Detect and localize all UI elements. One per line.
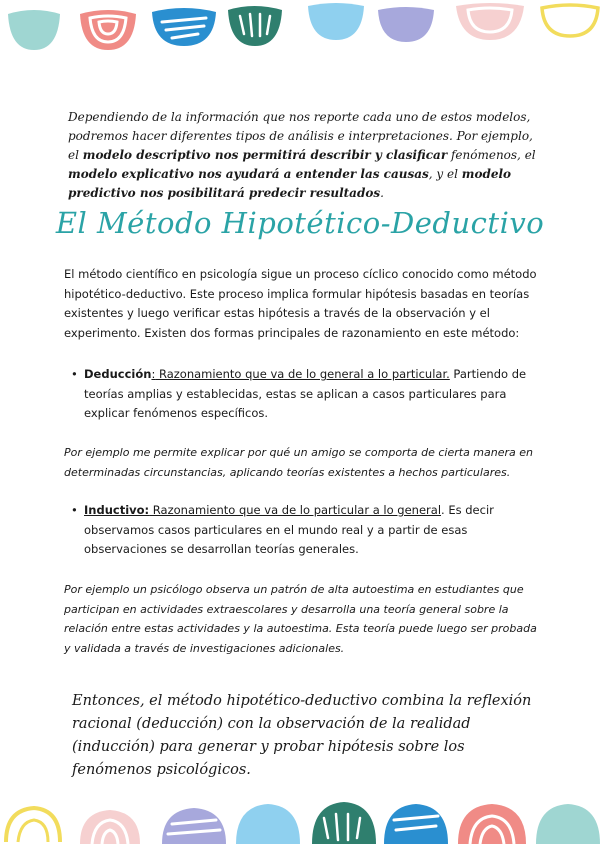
deco-shape-pink-spiral <box>456 3 524 40</box>
bullet-definition-deduccion: Razonamiento que va de lo general a lo particular. <box>155 367 450 381</box>
example-inductivo: Por ejemplo un psicólogo observa un patrón de alta autoestima en estudiantes que participan en actividades extraescolares y desarrolla una teoría general sobre la relación entre estas actividades y la autoestima. Esta teoría puede luego ser probada y validada a través de investigaciones adicionales. <box>64 583 537 655</box>
top-decorative-border <box>0 0 600 60</box>
deco-shape-teal-bowl <box>8 10 60 50</box>
deco-shape-yellow-arch <box>6 808 60 842</box>
bullet-term-deduccion: Deducción <box>84 367 152 381</box>
intro-bold-explicativo: modelo explicativo nos ayudará a entender las causas <box>68 167 429 181</box>
deco-shape-coral-spiral <box>80 10 136 50</box>
deco-shape-sky-dome <box>236 804 300 844</box>
intro-bold-predictivo: modelo predictivo nos posibilitará predecir resultados <box>68 167 512 200</box>
deco-shape-pink-spiral-dome <box>80 810 140 844</box>
bullet-inductivo <box>71 501 540 560</box>
deco-shape-green-lines <box>228 6 282 46</box>
intro-bold-descriptivo: modelo descriptivo nos permitirá describir y clasificar <box>82 148 448 162</box>
bullet-dot-icon: • <box>71 367 78 381</box>
deco-shape-lavender-bowl <box>378 7 434 42</box>
bullet-text-inductivo: . Es decir observamos casos particulares en el mundo real y a partir de esas observaciones se desarrollan teorías generales. <box>84 503 494 556</box>
deco-shape-coral-spiral-dome <box>458 804 526 844</box>
example-deduccion: Por ejemplo me permite explicar por qué un amigo se comporta de cierta manera en determinadas circunstancias, aplicando teorías existentes a hechos particulares. <box>64 446 534 479</box>
bullet-term-inductivo: Inductivo: <box>84 503 150 517</box>
intro-text-3: , y el <box>428 167 462 181</box>
bullet-text-deduccion: Partiendo de teorías amplias y establecidas, estas se aplican a casos particulares para explicar fenómenos específicos. <box>84 367 527 420</box>
intro-text-4: . <box>380 186 384 200</box>
conclusion-paragraph: Entonces, el método hipotético-deductivo combina la reflexión racional (deducción) con la observación de la realidad (inducción) para generar y probar hipótesis sobre los fenómenos psicológicos. <box>72 693 532 778</box>
intro-text-1: Dependiendo de la información que nos reporte cada uno de estos modelos, podremos hacer diferentes tipos de análisis e interpretaciones. Por ejemplo, el <box>68 110 533 162</box>
bottom-decorative-border <box>0 790 600 848</box>
section-title: El Método Hipotético-Deductivo <box>55 206 545 240</box>
bullet-deduccion <box>71 365 540 424</box>
intro-paragraph <box>68 108 538 203</box>
intro-text-2: fenómenos, el <box>447 148 536 162</box>
deco-shape-sky-bowl <box>308 3 364 40</box>
deco-shape-blue-striped <box>152 8 216 46</box>
deco-shape-green-dome <box>312 802 376 844</box>
bullet-dot-icon: • <box>71 503 78 517</box>
deco-shape-yellow-outline <box>542 5 598 36</box>
bullet-definition-inductivo: Razonamiento que va de lo particular a lo general <box>149 503 442 517</box>
bullet-sep-deduccion: : <box>151 367 156 381</box>
deco-shape-blue-dome <box>384 804 448 844</box>
deco-shape-lavender-dome <box>162 808 226 844</box>
deco-shape-teal-dome <box>536 804 600 844</box>
method-paragraph: El método científico en psicología sigue un proceso cíclico conocido como método hipotético-deductivo. Este proceso implica formular hipótesis basadas en teorías existentes y luego verificar estas hipótesis a través de la observación y el experimento. Existen dos formas principales de razonamiento en este método: <box>64 267 537 340</box>
